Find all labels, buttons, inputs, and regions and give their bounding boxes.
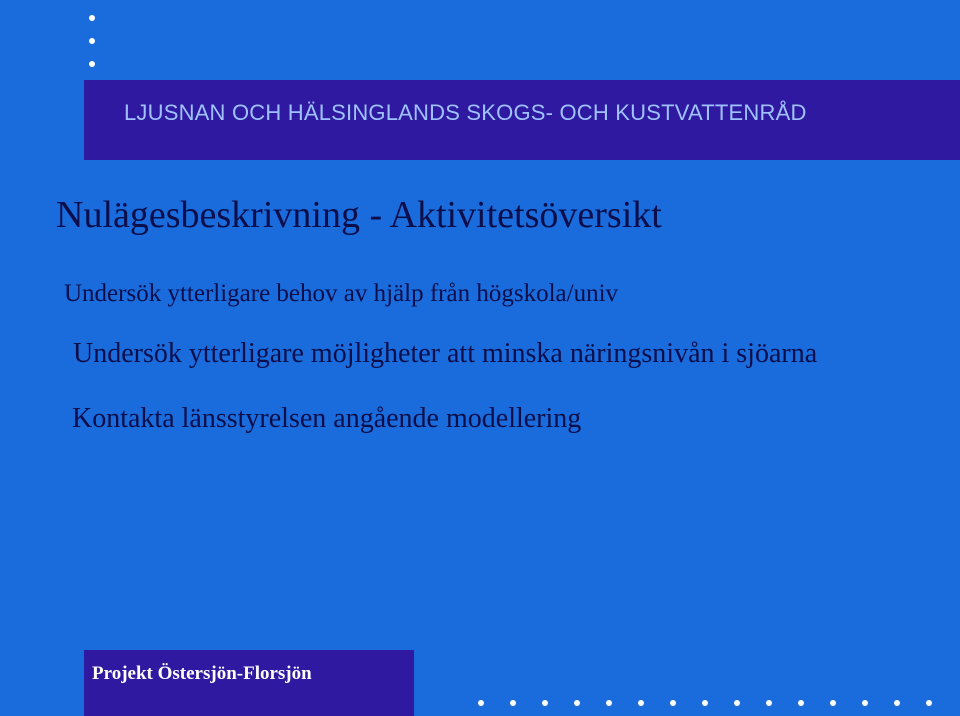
bullet-dot-decoration — [702, 700, 708, 706]
bullet-dot-decoration — [766, 700, 772, 706]
bullet-dot-decoration — [542, 700, 548, 706]
activity-item: Undersök ytterligare möjligheter att minska näringsnivån i sjöarna — [73, 338, 818, 369]
bullet-dot-decoration — [510, 700, 516, 706]
bullet-dot-decoration — [478, 700, 484, 706]
slide-title: Nulägesbeskrivning - Aktivitetsöversikt — [56, 194, 662, 236]
organization-name: LJUSNAN OCH HÄLSINGLANDS SKOGS- OCH KUSTVATTENRÅD — [124, 100, 807, 125]
bullet-dot-decoration — [574, 700, 580, 706]
activity-item: Kontakta länsstyrelsen angående modellering — [72, 403, 582, 434]
bullet-dot-decoration — [89, 38, 95, 44]
bullet-dot-decoration — [89, 15, 95, 21]
activity-item: Undersök ytterligare behov av hjälp från högskola/univ — [64, 280, 619, 307]
bullet-dot-decoration — [734, 700, 740, 706]
bullet-dot-decoration — [798, 700, 804, 706]
bullet-dot-decoration — [670, 700, 676, 706]
bullet-dot-decoration — [638, 700, 644, 706]
bullet-dot-decoration — [830, 700, 836, 706]
bottom-dot-row — [0, 700, 960, 712]
bullet-dot-decoration — [89, 61, 95, 67]
bullet-dot-decoration — [926, 700, 932, 706]
bullet-dot-decoration — [894, 700, 900, 706]
bullet-dot-decoration — [606, 700, 612, 706]
bullet-dot-decoration — [862, 700, 868, 706]
project-name: Projekt Östersjön-Florsjön — [92, 663, 312, 684]
